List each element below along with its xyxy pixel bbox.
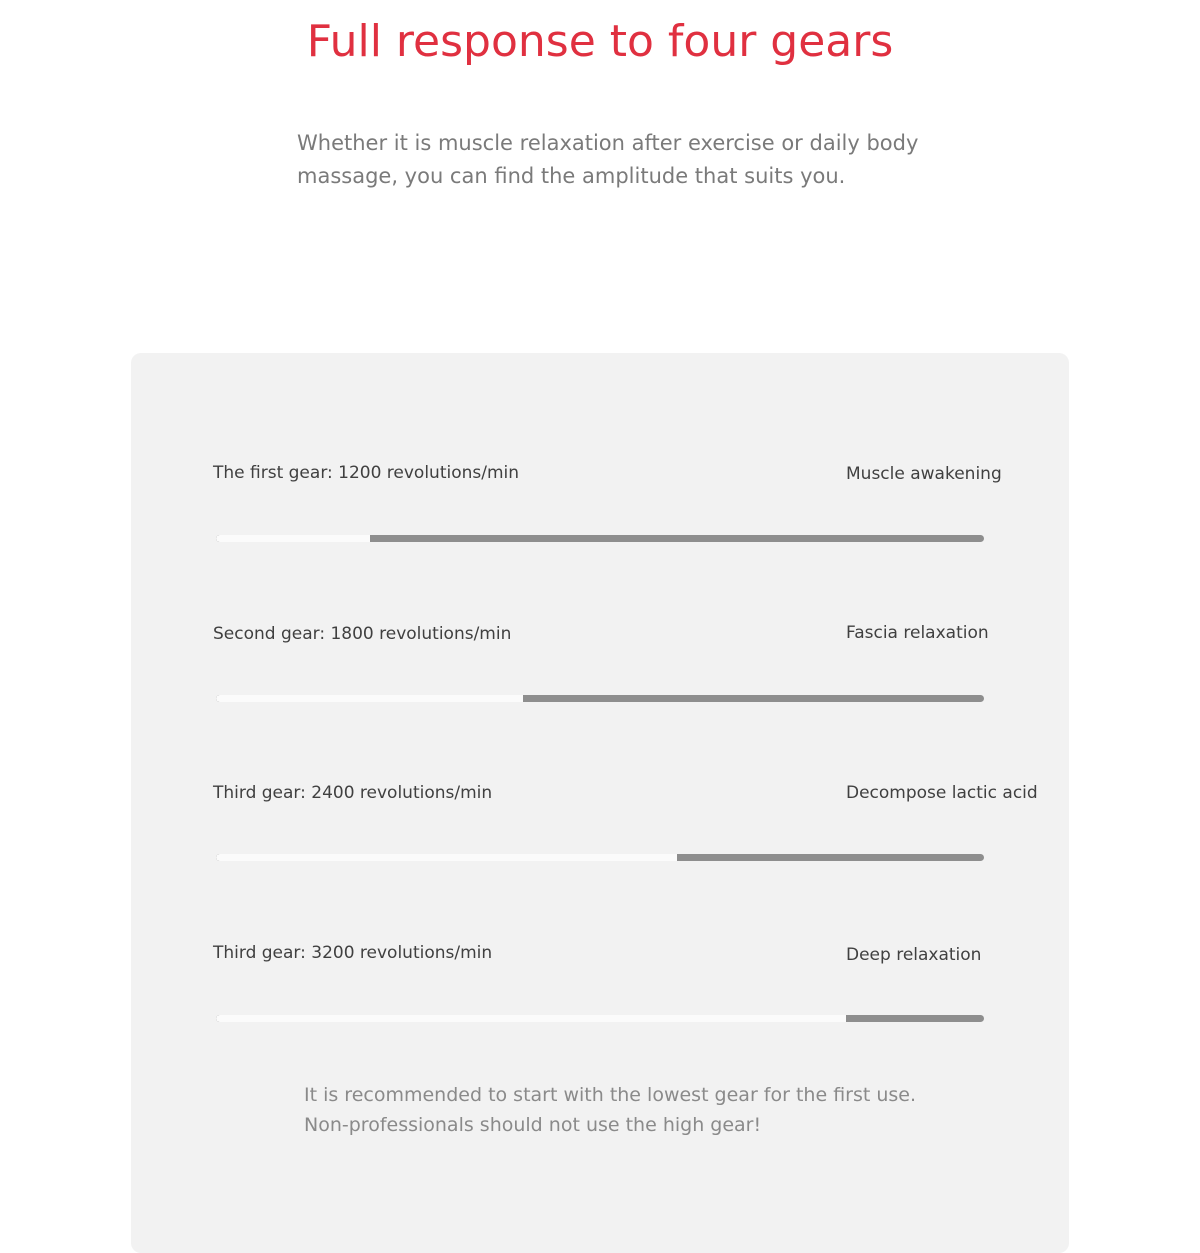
page-title: Full response to four gears bbox=[306, 16, 894, 67]
usage-note: It is recommended to start with the lowest gear for the first use. Non-professionals should not use the high gear! bbox=[304, 1084, 917, 1136]
gear-4-effect: Deep relaxation bbox=[846, 945, 982, 965]
gear-1-level-fill bbox=[216, 535, 370, 542]
gear-3-label: Third gear: 2400 revolutions/min bbox=[213, 783, 493, 803]
intro-text: Whether it is muscle relaxation after exercise or daily body massage, you can find the amplitude that suits you. bbox=[297, 131, 919, 188]
gear-3-level-bar bbox=[216, 854, 984, 861]
gear-3-effect: Decompose lactic acid bbox=[846, 783, 1038, 803]
gear-4-label: Third gear: 3200 revolutions/min bbox=[213, 943, 493, 963]
gear-2-label: Second gear: 1800 revolutions/min bbox=[213, 624, 512, 644]
gear-4-level-bar bbox=[216, 1015, 984, 1022]
gear-1-label: The first gear: 1200 revolutions/min bbox=[213, 463, 520, 483]
gear-1-effect: Muscle awakening bbox=[846, 464, 1002, 484]
gear-2-level-fill bbox=[216, 695, 523, 702]
gear-2-level-bar bbox=[216, 695, 984, 702]
gear-1-level-bar bbox=[216, 535, 984, 542]
gear-2-effect: Fascia relaxation bbox=[846, 623, 989, 643]
gear-4-level-fill bbox=[216, 1015, 846, 1022]
gear-3-level-fill bbox=[216, 854, 677, 861]
